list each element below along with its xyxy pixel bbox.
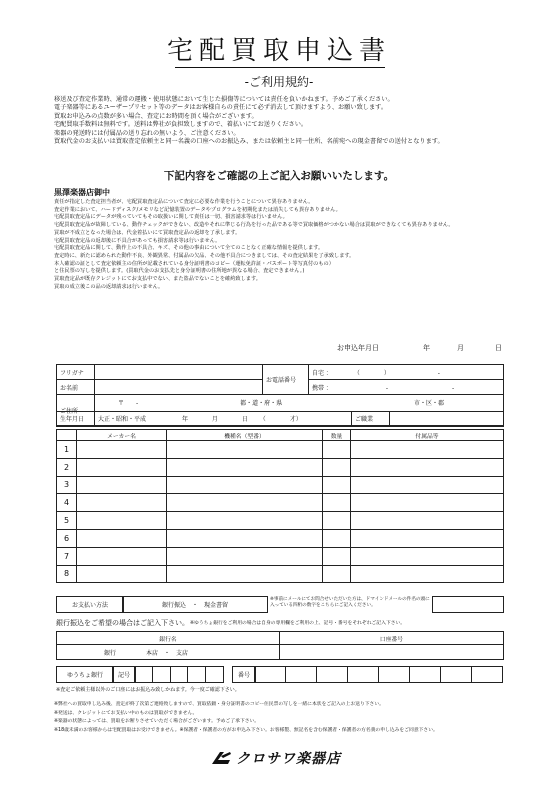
note-item: 宅配買取査定品の返却後に不具合があっても損害請求等は行いません。 [54,237,221,244]
home-phone-label: 自宅 ： [312,369,332,377]
name-label: お名前 [57,380,95,395]
note-item: 査定時に、新たに認められた動作不良、外観異常、付属品の欠品、その他不具合につきましては、その査定結果を了承致します。 [54,252,355,259]
table-row [57,512,504,530]
note-item: 買取査定品が既存クレジットにてお支払中でない、また盗品でないことを確約致します。 [54,276,261,283]
maker-cell[interactable] [77,565,167,583]
confirm-heading: 下記内容をご確認の上ご記入お願いいたします。 [163,170,395,182]
phone-label: お電話番号 [263,365,309,395]
table-row [57,476,504,494]
account-number-header: 口座番号 [280,632,504,645]
maker-cell[interactable] [77,529,167,547]
row-number: 4 [57,494,77,512]
payment-note: ※事前にメールにてお問合せいただいた方は、ドマインドメールの件名の頭に入っている四桁の数字をこちらにご記入ください。 [270,597,430,609]
accessories-cell[interactable] [351,494,504,512]
age-open: （ [259,416,266,423]
row-number-header [57,430,77,441]
symbol-label: 記号 [112,666,136,683]
row-number: 7 [57,547,77,565]
footer-note: ※弊社への買取申し込み後、査定が終了次第ご連絡致しますので、買取依頼・身分証明書のコピー住民票の写しを一緒に本状をご記入の上お送り下さい。 [54,702,384,707]
row-number: 2 [57,458,77,476]
bank-suffix: 銀行 [104,649,117,657]
table-row [57,458,504,476]
quantity-cell[interactable] [323,547,351,565]
quantity-cell[interactable] [323,441,351,459]
era-options: 大正・昭和・平成 [98,416,147,423]
model-cell[interactable] [167,565,323,583]
mobile-phone-label: 携帯 ： [312,384,332,392]
job-label: ご職業 [352,412,390,426]
model-cell[interactable] [167,529,323,547]
digit-box[interactable] [152,666,170,683]
date-month: 月 [457,344,464,352]
quantity-cell[interactable] [323,512,351,530]
mobile-phone-field[interactable] [309,380,504,395]
postal-code: 〒 - [118,400,139,407]
maker-cell[interactable] [77,512,167,530]
footer-note: ※18歳未満のお客様からは宅配買取はお受けできません。※保護者・保護者の方がお申込み下さい。お客様製、無記名を含む保護者・保護者の方名義の申し込みをご同意下さい。 [54,727,438,733]
digit-box[interactable] [440,666,471,683]
title-underline [175,67,385,68]
note-item: 買取が不成立となった場合は、代金着払いにて買取査定品の返却を了承します。 [54,229,241,236]
symbol-digits[interactable] [134,666,224,683]
maker-cell[interactable] [77,494,167,512]
digit-box[interactable] [409,666,440,683]
digit-box[interactable] [134,666,152,683]
table-row [57,565,504,583]
terms-item: 電子楽器等にあるユーザープリセット等のデータはお客様自らの責任にて必ず消去して頂けますよう、お願い致します。 [54,104,388,112]
digit-box[interactable] [285,666,316,683]
account-number-field[interactable] [280,645,504,660]
accessories-cell[interactable] [351,565,504,583]
bank-notice: 銀行振込をご希望の場合はご記入下さい。 [56,619,189,627]
mobile-dash-2: - [451,384,455,392]
job-field[interactable] [390,412,504,426]
date-label: お申込年月日 [337,344,379,352]
logo-text: クロサワ楽器店 [236,751,341,767]
furigana-field[interactable] [95,365,263,380]
note-item: 責任が指定した査定担当者が、宅配買取査定品について査定に必要な作業を行うことについて異存ありません。 [54,199,314,205]
accessories-cell[interactable] [351,441,504,459]
row-number: 3 [57,476,77,494]
home-phone-field[interactable] [309,365,504,380]
account-holder-note: ※査定ご依頼主様以外のご口座にはお振込み致しかねます。今一度ご確認下さい。 [56,687,240,693]
note-item: 本人確認の証として査定依頼主の住所が記載されている身分証明書のコピー（運転免許証・パスポート等写真付のもの） [54,260,334,267]
terms-item: 買取お申込みの点数が多い場合、査定にお時間を頂く場合がございます。 [54,112,258,120]
row-number: 5 [57,512,77,530]
digit-box[interactable] [471,666,503,683]
bank-name-field[interactable] [57,645,280,660]
birth-day: 日 [241,416,248,423]
terms-item: 楽器の発送時には付属品の送り忘れの無いよう、ご注意ください。 [54,129,240,137]
payment-label: お支払い方法 [56,596,124,613]
terms-subtitle: -ご利用規約- [244,75,314,89]
note-item: 宅配買取査定品が故障している、動作チェックができない、改造やそれに準じる行為を行った品である等で買取価格がつかない場合は買取ができなくても異存ありません。 [54,222,454,229]
birth-year: 年 [181,416,188,423]
mobile-dash-1: - [385,384,389,392]
model-cell[interactable] [167,547,323,565]
note-item: 宅配買取査定品に関して、動作上の不具合、キズ、その他の事由について全てのことなく正確な情報を提供します。 [54,245,324,252]
terms-list [54,96,514,146]
yucho-label: ゆうちょ銀行 [56,666,114,683]
home-phone-area: （ ） [353,369,390,377]
maker-header: メーカー名 [77,430,167,441]
maker-cell[interactable] [77,458,167,476]
row-number: 6 [57,529,77,547]
accessories-cell[interactable] [351,547,504,565]
terms-item: 移送及び査定作業時、通常の運搬・使用状態において生じた損傷等については責任を負いかねます。予めご了承ください。 [54,96,394,103]
quantity-cell[interactable] [323,458,351,476]
note-item: 査定作業において、ハードディスク/メモリなど記憶装置のデータやプログラムを初期化または消失しても異存ありません。 [54,206,341,213]
footer-note: ※発送は、クレジットにてお支払い中のものは買取ができません。 [54,710,198,716]
furigana-label: フリガナ [57,365,95,380]
prefecture-suffix: 都・道・府・県 [240,400,283,407]
yucho-note: ※ゆうちょ銀行をご利用の場合は自身の専用欄をご利用の上、記号・番号をそれぞれご記入下さい。 [190,621,406,626]
digit-box[interactable] [170,666,188,683]
bank-table [56,631,504,660]
accessories-header: 付属品等 [351,430,504,441]
table-row [57,529,504,547]
address-label: ご住所 [57,395,95,427]
home-phone-dash: - [437,369,440,377]
date-day: 日 [495,344,502,352]
table-row [57,547,504,565]
terms-item: 買取代金のお支払いは買取査定依頼主と同一名義の口座へのお振込み、または依頼主と同一住所、名前宛への現金書留での送付となります。 [54,138,444,146]
model-cell[interactable] [167,441,323,459]
number-digits[interactable] [254,666,503,683]
bank-name-header: 銀行名 [57,632,280,645]
accessories-cell[interactable] [351,512,504,530]
age-close: 才） [289,416,302,423]
row-number: 1 [57,441,77,459]
model-cell[interactable] [167,458,323,476]
model-cell[interactable] [167,476,323,494]
table-row [57,441,504,459]
payment-options[interactable]: 銀行振込 ・ 現金書留 [122,596,268,613]
model-cell[interactable] [167,512,323,530]
footer-notes [54,701,514,735]
name-field[interactable] [95,380,263,395]
digit-box[interactable] [347,666,378,683]
application-date [337,343,507,353]
note-item: と住民票の写しを提供します。(買取代金のお支払先と身分証明書の住所地が異なる場合、査定できません。) [54,268,305,275]
quantity-cell[interactable] [323,565,351,583]
quantity-cell[interactable] [323,494,351,512]
birth-month: 月 [211,416,218,423]
birthdate-field[interactable] [95,412,352,426]
maker-cell[interactable] [77,476,167,494]
terms-item: 宅配買取手数料は無料です。送料は弊社が負担致しますので、着払いにてお送りください。 [54,121,308,129]
shop-name: 黒澤楽器店御中 [54,188,110,197]
company-logo [210,748,341,768]
note-item: 買取の成立後この品の返却請求は行いません。 [54,283,164,290]
inquiry-number-field[interactable] [432,596,504,613]
digit-box[interactable] [187,666,205,683]
digit-box[interactable] [378,666,409,683]
items-table [56,429,504,583]
accessories-cell[interactable] [351,476,504,494]
number-label: 番号 [232,666,256,683]
digit-box[interactable] [205,666,224,683]
city-suffix: 市・区・郡 [414,400,445,407]
table-row [57,494,504,512]
row-number: 8 [57,565,77,583]
digit-box[interactable] [254,666,285,683]
birth-job-row [56,411,504,426]
quantity-header: 数量 [323,430,351,441]
stylized-k-logo-icon [210,750,232,766]
page-title: 宅配買取申込書 [166,36,391,66]
footer-note: ※楽器の状態によっては、買取をお断りさせていただく場合がございます。予めご了承下さい。 [54,719,260,725]
model-header: 機種名（型番） [167,430,323,441]
branch-suffix: 本店 ・ 支店 [145,649,188,657]
digit-box[interactable] [316,666,347,683]
consent-notes [54,199,524,291]
maker-cell[interactable] [77,547,167,565]
model-cell[interactable] [167,494,323,512]
date-year: 年 [423,344,430,352]
maker-cell[interactable] [77,441,167,459]
accessories-cell[interactable] [351,529,504,547]
accessories-cell[interactable] [351,458,504,476]
birth-label: 生年月日 [57,412,95,426]
note-item: 宅配買取査定品にデータが残っていてもその取扱いに関して責任は一切、損害請求等は行いません。 [54,214,288,221]
quantity-cell[interactable] [323,476,351,494]
quantity-cell[interactable] [323,529,351,547]
